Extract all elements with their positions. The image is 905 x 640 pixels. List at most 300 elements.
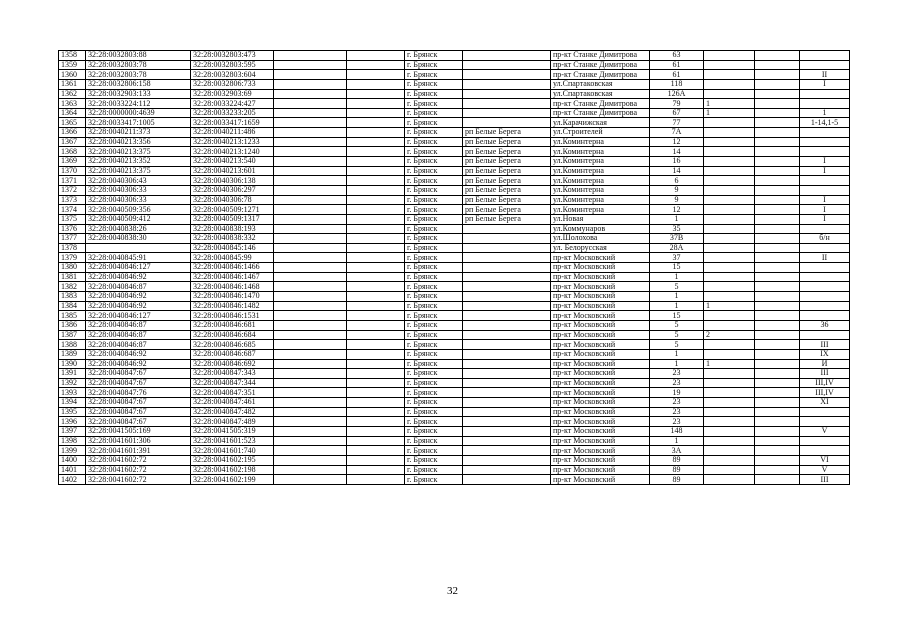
empty-col-4-cell: [274, 446, 347, 456]
structure-cell: [755, 108, 800, 118]
settlement-cell: рп Белые Берега: [463, 176, 551, 186]
cadastral-number-parcel-cell: 32:28:0040306:33: [86, 185, 191, 195]
street-cell: ул.Спартаковская: [551, 89, 650, 99]
premises-cell: [800, 89, 850, 99]
row-number-cell: 1366: [59, 128, 86, 138]
table-row: [59, 99, 850, 109]
building-cell: [704, 436, 755, 446]
structure-cell: [755, 378, 800, 388]
building-cell: [704, 378, 755, 388]
street-cell: пр-кт Станке Димитрова: [551, 60, 650, 70]
empty-col-5-cell: [347, 243, 405, 253]
house-number-cell: 89: [650, 475, 704, 485]
empty-col-4-cell: [274, 185, 347, 195]
house-number-cell: 9: [650, 195, 704, 205]
structure-cell: [755, 311, 800, 321]
building-cell: [704, 234, 755, 244]
row-number-cell: 1373: [59, 195, 86, 205]
cadastral-number-parcel-cell: 32:28:0040213:352: [86, 157, 191, 167]
building-cell: [704, 320, 755, 330]
premises-cell: [800, 147, 850, 157]
empty-col-5-cell: [347, 157, 405, 167]
premises-cell: 1: [800, 108, 850, 118]
premises-cell: [800, 446, 850, 456]
house-number-cell: 9: [650, 185, 704, 195]
house-number-cell: 1: [650, 436, 704, 446]
premises-cell: I: [800, 166, 850, 176]
table-row: [59, 465, 850, 475]
settlement-cell: [463, 60, 551, 70]
table-row: [59, 60, 850, 70]
building-cell: [704, 79, 755, 89]
settlement-cell: [463, 475, 551, 485]
building-cell: [704, 340, 755, 350]
table-row: [59, 359, 850, 369]
cadastral-number-object-cell: 32:28:0032803:595: [191, 60, 274, 70]
building-cell: [704, 70, 755, 80]
table-row: [59, 417, 850, 427]
city-cell: г. Брянск: [405, 157, 463, 167]
settlement-cell: [463, 349, 551, 359]
premises-cell: [800, 292, 850, 302]
city-cell: г. Брянск: [405, 272, 463, 282]
premises-cell: I: [800, 205, 850, 215]
empty-col-4-cell: [274, 263, 347, 273]
cadastral-number-object-cell: 32:28:0040846:684: [191, 330, 274, 340]
settlement-cell: [463, 311, 551, 321]
settlement-cell: [463, 330, 551, 340]
building-cell: [704, 195, 755, 205]
street-cell: пр-кт Московский: [551, 292, 650, 302]
house-number-cell: 12: [650, 137, 704, 147]
table-row: [59, 176, 850, 186]
row-number-cell: 1395: [59, 407, 86, 417]
settlement-cell: [463, 388, 551, 398]
city-cell: г. Брянск: [405, 176, 463, 186]
cadastral-number-object-cell: 32:28:0040847:489: [191, 417, 274, 427]
house-number-cell: 28А: [650, 243, 704, 253]
premises-cell: [800, 99, 850, 109]
structure-cell: [755, 426, 800, 436]
cadastral-number-parcel-cell: 32:28:0040509:412: [86, 214, 191, 224]
structure-cell: [755, 166, 800, 176]
building-cell: 1: [704, 301, 755, 311]
building-cell: [704, 475, 755, 485]
structure-cell: [755, 301, 800, 311]
house-number-cell: 1: [650, 349, 704, 359]
structure-cell: [755, 137, 800, 147]
table-row: [59, 224, 850, 234]
structure-cell: [755, 60, 800, 70]
street-cell: пр-кт Московский: [551, 301, 650, 311]
house-number-cell: 5: [650, 320, 704, 330]
empty-col-5-cell: [347, 234, 405, 244]
building-cell: [704, 253, 755, 263]
row-number-cell: 1376: [59, 224, 86, 234]
house-number-cell: 89: [650, 455, 704, 465]
city-cell: г. Брянск: [405, 369, 463, 379]
premises-cell: [800, 301, 850, 311]
empty-col-4-cell: [274, 349, 347, 359]
cadastral-number-object-cell: 32:28:0041601:523: [191, 436, 274, 446]
building-cell: [704, 272, 755, 282]
cadastral-number-parcel-cell: 32:28:0040846:87: [86, 320, 191, 330]
cadastral-number-object-cell: 32:28:0040211:486: [191, 128, 274, 138]
cadastral-number-parcel-cell: [86, 243, 191, 253]
building-cell: [704, 205, 755, 215]
street-cell: пр-кт Московский: [551, 436, 650, 446]
empty-col-5-cell: [347, 282, 405, 292]
cadastral-number-parcel-cell: 32:28:0040213:356: [86, 137, 191, 147]
empty-col-4-cell: [274, 253, 347, 263]
table-row: [59, 388, 850, 398]
street-cell: пр-кт Московский: [551, 475, 650, 485]
empty-col-5-cell: [347, 369, 405, 379]
cadastral-number-object-cell: 32:28:0040846:685: [191, 340, 274, 350]
street-cell: пр-кт Московский: [551, 426, 650, 436]
table-row: [59, 446, 850, 456]
city-cell: г. Брянск: [405, 465, 463, 475]
settlement-cell: [463, 426, 551, 436]
cadastral-number-object-cell: 32:28:0040846:687: [191, 349, 274, 359]
table-row: [59, 214, 850, 224]
building-cell: [704, 388, 755, 398]
empty-col-5-cell: [347, 475, 405, 485]
cadastral-number-parcel-cell: 32:28:0032803:78: [86, 60, 191, 70]
premises-cell: [800, 407, 850, 417]
city-cell: г. Брянск: [405, 234, 463, 244]
settlement-cell: [463, 272, 551, 282]
empty-col-5-cell: [347, 118, 405, 128]
table-row: [59, 272, 850, 282]
cadastral-number-parcel-cell: 32:28:0032803:88: [86, 51, 191, 61]
cadastral-number-object-cell: 32:28:0032803:604: [191, 70, 274, 80]
table-row: [59, 128, 850, 138]
empty-col-4-cell: [274, 378, 347, 388]
empty-col-4-cell: [274, 224, 347, 234]
city-cell: г. Брянск: [405, 340, 463, 350]
row-number-cell: 1394: [59, 398, 86, 408]
cadastral-number-object-cell: 32:28:0033224:427: [191, 99, 274, 109]
empty-col-4-cell: [274, 417, 347, 427]
empty-col-5-cell: [347, 70, 405, 80]
house-number-cell: 77: [650, 118, 704, 128]
cadastral-number-parcel-cell: 32:28:0040838:26: [86, 224, 191, 234]
cadastral-number-parcel-cell: 32:28:0040847:67: [86, 369, 191, 379]
city-cell: г. Брянск: [405, 330, 463, 340]
house-number-cell: 16: [650, 157, 704, 167]
row-number-cell: 1389: [59, 349, 86, 359]
city-cell: г. Брянск: [405, 301, 463, 311]
structure-cell: [755, 185, 800, 195]
premises-cell: [800, 330, 850, 340]
empty-col-4-cell: [274, 359, 347, 369]
empty-col-5-cell: [347, 446, 405, 456]
building-cell: [704, 263, 755, 273]
house-number-cell: 15: [650, 263, 704, 273]
building-cell: [704, 426, 755, 436]
street-cell: пр-кт Московский: [551, 465, 650, 475]
city-cell: г. Брянск: [405, 205, 463, 215]
cadastral-number-object-cell: 32:28:0040213:1233: [191, 137, 274, 147]
cadastral-number-parcel-cell: 32:28:0041602:72: [86, 465, 191, 475]
empty-col-4-cell: [274, 398, 347, 408]
settlement-cell: [463, 234, 551, 244]
building-cell: [704, 157, 755, 167]
row-number-cell: 1379: [59, 253, 86, 263]
cadastral-number-object-cell: 32:28:0040306:78: [191, 195, 274, 205]
cadastral-number-object-cell: 32:28:0040213:1240: [191, 147, 274, 157]
settlement-cell: [463, 99, 551, 109]
row-number-cell: 1402: [59, 475, 86, 485]
row-number-cell: 1400: [59, 455, 86, 465]
premises-cell: I: [800, 195, 850, 205]
city-cell: г. Брянск: [405, 407, 463, 417]
street-cell: ул.Коминтерна: [551, 157, 650, 167]
settlement-cell: [463, 446, 551, 456]
cadastral-number-object-cell: 32:28:0040845:99: [191, 253, 274, 263]
table-row: [59, 234, 850, 244]
building-cell: [704, 89, 755, 99]
empty-col-5-cell: [347, 176, 405, 186]
structure-cell: [755, 70, 800, 80]
structure-cell: [755, 407, 800, 417]
cadastral-number-object-cell: 32:28:0040838:193: [191, 224, 274, 234]
street-cell: пр-кт Московский: [551, 263, 650, 273]
house-number-cell: 3А: [650, 446, 704, 456]
city-cell: г. Брянск: [405, 455, 463, 465]
structure-cell: [755, 243, 800, 253]
building-cell: [704, 185, 755, 195]
building-cell: [704, 417, 755, 427]
street-cell: ул.Коминтерна: [551, 176, 650, 186]
table-row: [59, 369, 850, 379]
city-cell: г. Брянск: [405, 243, 463, 253]
cadastral-number-object-cell: 32:28:0040847:482: [191, 407, 274, 417]
empty-col-4-cell: [274, 320, 347, 330]
cadastral-number-parcel-cell: 32:28:0040846:92: [86, 292, 191, 302]
empty-col-4-cell: [274, 60, 347, 70]
building-cell: 1: [704, 108, 755, 118]
cadastral-number-parcel-cell: 32:28:0040306:33: [86, 195, 191, 205]
table-row: [59, 426, 850, 436]
settlement-cell: [463, 301, 551, 311]
settlement-cell: рп Белые Берега: [463, 166, 551, 176]
settlement-cell: [463, 89, 551, 99]
empty-col-5-cell: [347, 214, 405, 224]
settlement-cell: рп Белые Берега: [463, 214, 551, 224]
settlement-cell: рп Белые Берега: [463, 195, 551, 205]
empty-col-4-cell: [274, 436, 347, 446]
settlement-cell: [463, 320, 551, 330]
house-number-cell: 23: [650, 369, 704, 379]
cadastral-number-parcel-cell: 32:28:0000000:4639: [86, 108, 191, 118]
cadastral-number-parcel-cell: 32:28:0040846:92: [86, 349, 191, 359]
building-cell: [704, 465, 755, 475]
cadastral-number-object-cell: 32:28:0040213:601: [191, 166, 274, 176]
row-number-cell: 1392: [59, 378, 86, 388]
city-cell: г. Брянск: [405, 446, 463, 456]
settlement-cell: [463, 455, 551, 465]
empty-col-5-cell: [347, 205, 405, 215]
city-cell: г. Брянск: [405, 51, 463, 61]
city-cell: г. Брянск: [405, 311, 463, 321]
structure-cell: [755, 224, 800, 234]
street-cell: пр-кт Московский: [551, 417, 650, 427]
empty-col-5-cell: [347, 60, 405, 70]
building-cell: [704, 407, 755, 417]
empty-col-5-cell: [347, 292, 405, 302]
premises-cell: II: [800, 70, 850, 80]
structure-cell: [755, 436, 800, 446]
cadastral-number-object-cell: 32:28:0041505:319: [191, 426, 274, 436]
cadastral-number-parcel-cell: 32:28:0040213:375: [86, 147, 191, 157]
cadastral-number-parcel-cell: 32:28:0040213:375: [86, 166, 191, 176]
city-cell: г. Брянск: [405, 70, 463, 80]
cadastral-number-object-cell: 32:28:0040847:461: [191, 398, 274, 408]
empty-col-5-cell: [347, 99, 405, 109]
cadastral-number-object-cell: 32:28:0040845:146: [191, 243, 274, 253]
cadastral-number-parcel-cell: 32:28:0040847:67: [86, 378, 191, 388]
table-row: [59, 205, 850, 215]
empty-col-4-cell: [274, 234, 347, 244]
empty-col-5-cell: [347, 340, 405, 350]
table-row: [59, 320, 850, 330]
premises-cell: I: [800, 214, 850, 224]
cadastral-number-object-cell: 32:28:0033417:1659: [191, 118, 274, 128]
premises-cell: III,IV: [800, 388, 850, 398]
city-cell: г. Брянск: [405, 128, 463, 138]
row-number-cell: 1362: [59, 89, 86, 99]
premises-cell: V: [800, 465, 850, 475]
empty-col-4-cell: [274, 70, 347, 80]
street-cell: пр-кт Московский: [551, 272, 650, 282]
street-cell: пр-кт Московский: [551, 388, 650, 398]
building-cell: [704, 369, 755, 379]
structure-cell: [755, 475, 800, 485]
street-cell: пр-кт Станке Димитрова: [551, 70, 650, 80]
building-cell: 1: [704, 99, 755, 109]
premises-cell: [800, 263, 850, 273]
street-cell: пр-кт Станке Димитрова: [551, 51, 650, 61]
row-number-cell: 1388: [59, 340, 86, 350]
city-cell: г. Брянск: [405, 253, 463, 263]
row-number-cell: 1368: [59, 147, 86, 157]
building-cell: [704, 455, 755, 465]
table-row: [59, 263, 850, 273]
cadastral-number-parcel-cell: 32:28:0040845:91: [86, 253, 191, 263]
street-cell: пр-кт Московский: [551, 349, 650, 359]
city-cell: г. Брянск: [405, 224, 463, 234]
table-row: [59, 243, 850, 253]
table-row: [59, 89, 850, 99]
structure-cell: [755, 359, 800, 369]
premises-cell: [800, 311, 850, 321]
structure-cell: [755, 388, 800, 398]
row-number-cell: 1382: [59, 282, 86, 292]
structure-cell: [755, 176, 800, 186]
house-number-cell: 89: [650, 465, 704, 475]
house-number-cell: 14: [650, 147, 704, 157]
premises-cell: III: [800, 369, 850, 379]
cadastral-number-parcel-cell: 32:28:0032806:158: [86, 79, 191, 89]
empty-col-5-cell: [347, 359, 405, 369]
empty-col-5-cell: [347, 378, 405, 388]
cadastral-number-parcel-cell: 32:28:0032903:133: [86, 89, 191, 99]
cadastral-number-parcel-cell: 32:28:0041602:72: [86, 475, 191, 485]
row-number-cell: 1363: [59, 99, 86, 109]
building-cell: [704, 137, 755, 147]
cadastral-number-object-cell: 32:28:0040838:332: [191, 234, 274, 244]
premises-cell: I: [800, 157, 850, 167]
street-cell: ул.Коммунаров: [551, 224, 650, 234]
building-cell: [704, 60, 755, 70]
settlement-cell: [463, 70, 551, 80]
street-cell: ул.Спартаковская: [551, 79, 650, 89]
city-cell: г. Брянск: [405, 475, 463, 485]
table-row: [59, 407, 850, 417]
cadastral-number-object-cell: 32:28:0040306:297: [191, 185, 274, 195]
row-number-cell: 1399: [59, 446, 86, 456]
building-cell: [704, 243, 755, 253]
cadastral-number-parcel-cell: 32:28:0041601:306: [86, 436, 191, 446]
empty-col-4-cell: [274, 137, 347, 147]
table-row: [59, 185, 850, 195]
table-row: [59, 147, 850, 157]
structure-cell: [755, 128, 800, 138]
row-number-cell: 1370: [59, 166, 86, 176]
city-cell: г. Брянск: [405, 388, 463, 398]
table-row: [59, 475, 850, 485]
city-cell: г. Брянск: [405, 137, 463, 147]
cadastral-number-object-cell: 32:28:0040847:343: [191, 369, 274, 379]
empty-col-4-cell: [274, 465, 347, 475]
settlement-cell: [463, 79, 551, 89]
table-row: [59, 79, 850, 89]
settlement-cell: [463, 340, 551, 350]
row-number-cell: 1397: [59, 426, 86, 436]
street-cell: пр-кт Московский: [551, 407, 650, 417]
row-number-cell: 1396: [59, 417, 86, 427]
premises-cell: [800, 282, 850, 292]
house-number-cell: 37В: [650, 234, 704, 244]
settlement-cell: рп Белые Берега: [463, 147, 551, 157]
settlement-cell: рп Белые Берега: [463, 157, 551, 167]
settlement-cell: [463, 108, 551, 118]
city-cell: г. Брянск: [405, 398, 463, 408]
house-number-cell: 5: [650, 330, 704, 340]
row-number-cell: 1381: [59, 272, 86, 282]
empty-col-5-cell: [347, 108, 405, 118]
building-cell: [704, 176, 755, 186]
empty-col-5-cell: [347, 51, 405, 61]
structure-cell: [755, 320, 800, 330]
empty-col-4-cell: [274, 340, 347, 350]
street-cell: пр-кт Московский: [551, 253, 650, 263]
cadastral-number-parcel-cell: 32:28:0040846:92: [86, 301, 191, 311]
empty-col-4-cell: [274, 426, 347, 436]
row-number-cell: 1359: [59, 60, 86, 70]
cadastral-number-parcel-cell: 32:28:0040846:92: [86, 359, 191, 369]
structure-cell: [755, 330, 800, 340]
structure-cell: [755, 292, 800, 302]
premises-cell: XI: [800, 398, 850, 408]
premises-cell: VI: [800, 455, 850, 465]
table-row: [59, 436, 850, 446]
building-cell: [704, 349, 755, 359]
empty-col-5-cell: [347, 320, 405, 330]
house-number-cell: 15: [650, 311, 704, 321]
